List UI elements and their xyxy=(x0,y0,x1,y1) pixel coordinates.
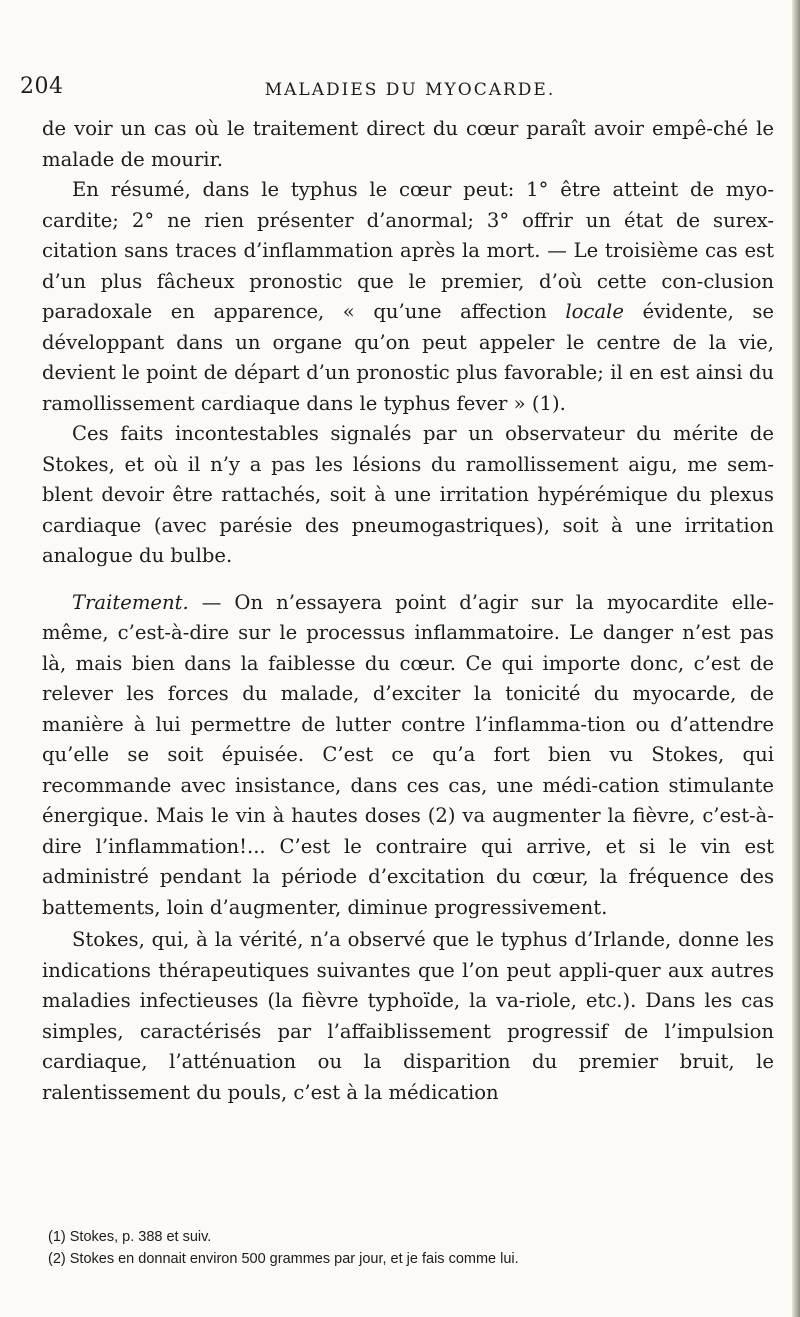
paragraph-2-end: évidente, se développant dans un organe qu’on peut appeler le centre de la vie, devient le point de départ d’un pronostic plus favorable; il en est ainsi du ramollissement cardiaque dans le typhus fever » (1). xyxy=(42,300,775,415)
paragraph-2-italic: locale xyxy=(565,300,624,323)
page-number: 204 xyxy=(20,74,64,99)
paragraph-1: de voir un cas où le traitement direct du cœur paraît avoir empê-ché le malade de mourir. xyxy=(42,117,774,171)
body-text xyxy=(42,114,774,1108)
paragraph-3: Ces faits incontestables signalés par un observateur du mérite de Stokes, et où il n’y a pas les lésions du ramollissement aigu, me sem-blent devoir être rattachés, soit à une irritation hypérémique du plexus cardiaque (avec parésie des pneumogastriques), soit à une irritation analogue du bulbe. xyxy=(42,422,774,567)
paragraph-4 xyxy=(42,588,774,924)
footnote-1: (1) Stokes, p. 388 et suiv. xyxy=(48,1229,212,1245)
paragraph-5: Stokes, qui, à la vérité, n’a observé que le typhus d’Irlande, donne les indications thérapeutiques suivantes que l’on peut appli-quer aux autres maladies infectieuses (la fièvre typhoïde, la va-riole, etc.). Dans les cas simples, caractérisés par l’affaiblissement progressif de l’impulsion cardiaque, l’atténuation ou la disparition du premier bruit, le ralentissement du pouls, c’est à la médication xyxy=(42,928,774,1104)
paragraph-2 xyxy=(42,175,774,419)
section-title-traitement: Traitement. xyxy=(72,590,189,614)
footnote-2: (2) Stokes en donnait environ 500 grammes par jour, et je fais comme lui. xyxy=(48,1251,519,1267)
running-title: MALADIES DU MYOCARDE. xyxy=(264,80,556,100)
paragraph-4-text: — On n’essayera point d’agir sur la myocardite elle-même, c’est-à-dire sur le processus inflammatoire. Le danger n’est pas là, mais bien dans la faiblesse du cœur. Ce qui importe donc, c’est de relever les forces du malade, d’exciter la tonicité du myocarde, de manière à lui permettre de lutter contre l’inflamma-tion ou d’attendre qu’elle se soit épuisée. C’est ce qu’a fort bien vu Stokes, qui recommande avec insistance, dans ces cas, une médi-cation stimulante énergique. Mais le vin à hautes doses (2) va augmenter la fièvre, c’est-à-dire l’inflammation!... C’est le contraire qui arrive, et si le vin est administré pendant la période d’excitation du cœur, la fréquence des battements, loin d’augmenter, diminue progressivement. xyxy=(42,590,774,919)
footnotes xyxy=(48,1226,768,1270)
page-edge xyxy=(792,0,800,1317)
paragraph-2-start: En résumé, dans le typhus le cœur peut: 1° être atteint de myo-cardite; 2° ne rien présenter d’anormal; 3° offrir un état de surex-citation sans traces d’inflammation après la mort. — Le troisième cas est d’un plus fâcheux pronostic que le premier, d’où cette con-clusion paradoxale en apparence, « qu’une affection xyxy=(42,178,774,323)
